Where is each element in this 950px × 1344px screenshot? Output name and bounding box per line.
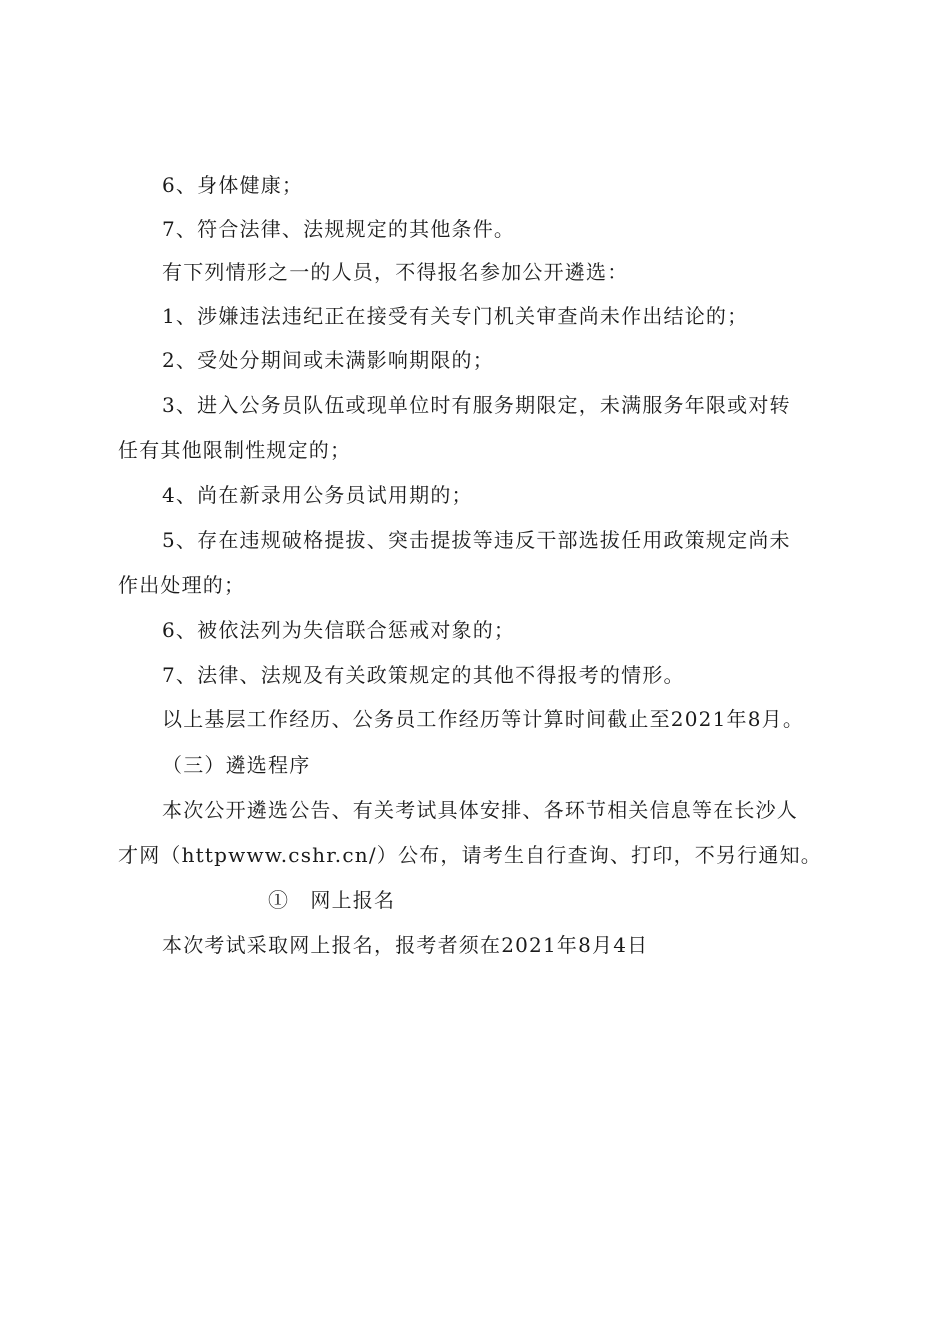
paragraph-line: 7、符合法律、法规规定的其他条件。 (162, 217, 516, 241)
paragraph-line: 以上基层工作经历、公务员工作经历等计算时间截止至2021年8月。 (162, 707, 805, 731)
paragraph-line: 4、尚在新录用公务员试用期的； (162, 483, 473, 507)
paragraph-line: 6、身体健康； (162, 173, 304, 197)
paragraph-line: 6、被依法列为失信联合惩戒对象的； (162, 618, 516, 642)
paragraph-line: 任有其他限制性规定的； (118, 438, 352, 462)
paragraph-line: 作出处理的； (118, 573, 246, 597)
subsection-heading: ① 网上报名 (268, 888, 396, 912)
section-heading: （三）遴选程序 (162, 753, 311, 777)
paragraph-line: 本次考试采取网上报名，报考者须在2021年8月4日 (162, 933, 649, 957)
paragraph-line: 1、涉嫌违法违纪正在接受有关专门机关审查尚未作出结论的； (162, 304, 749, 328)
paragraph-line: 5、存在违规破格提拔、突击提拔等违反干部选拔任用政策规定尚未 (162, 528, 791, 552)
paragraph-line: 才网（httpwww.cshr.cn/）公布，请考生自行查询、打印，不另行通知。 (118, 843, 822, 867)
paragraph-line: 7、法律、法规及有关政策规定的其他不得报考的情形。 (162, 663, 685, 687)
paragraph-line: 有下列情形之一的人员，不得报名参加公开遴选： (162, 260, 629, 284)
paragraph-line: 本次公开遴选公告、有关考试具体安排、各环节相关信息等在长沙人 (162, 798, 798, 822)
paragraph-line: 2、受处分期间或未满影响期限的； (162, 348, 494, 372)
paragraph-line: 3、进入公务员队伍或现单位时有服务期限定，未满服务年限或对转 (162, 393, 791, 417)
